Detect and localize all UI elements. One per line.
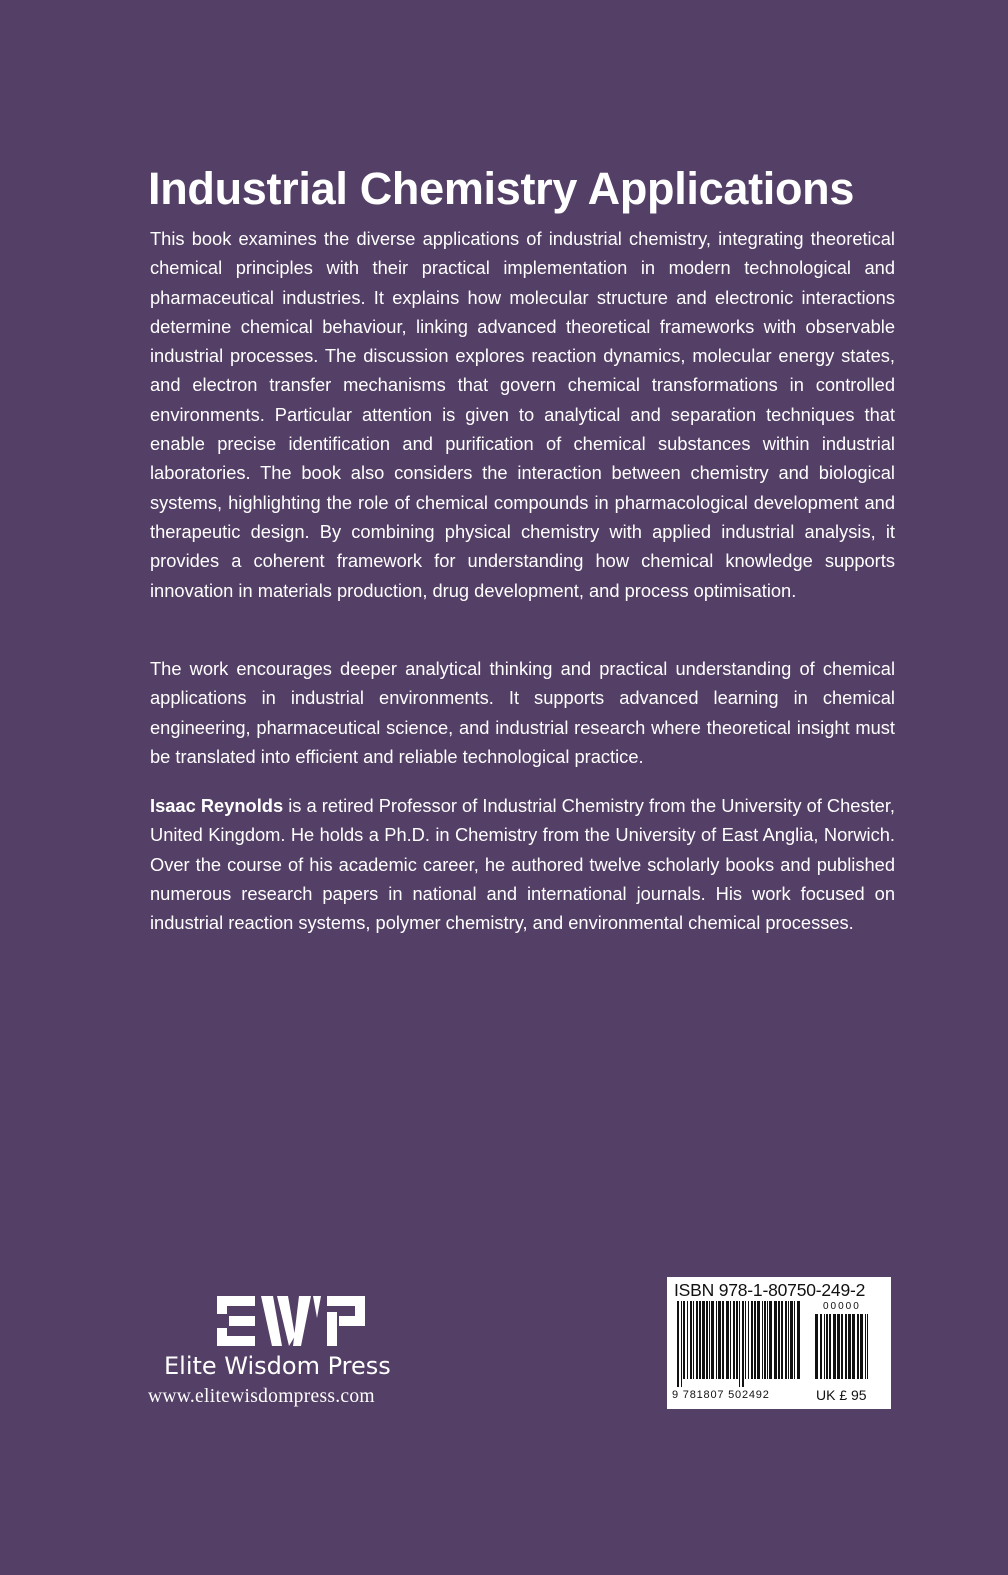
author-bio-text: is a retired Professor of Industrial Chemistry from the University of Chester, United Kingdom. He holds a Ph.D. in Chemistry from the University of East Anglia, Norwich. Over the course of his academic career, he authored twelve scholarly books and published numerous research papers in national and international journals. His work focused on industrial reaction systems, polymer chemistry, and environmental chemical processes.: [150, 795, 895, 934]
isbn-barcode: [667, 1277, 891, 1409]
barcode-bar: [711, 1301, 714, 1379]
barcode-bar: [778, 1301, 780, 1379]
author-bio: [150, 791, 895, 937]
barcode-bar: [769, 1301, 772, 1379]
barcode-bar: [767, 1301, 768, 1379]
barcode-bar: [751, 1301, 753, 1379]
barcode-bar: [762, 1301, 763, 1379]
barcode-bar: [677, 1301, 679, 1387]
barcode-bar: [739, 1301, 740, 1387]
barcode-bar: [736, 1301, 738, 1379]
barcode-bar: [860, 1314, 863, 1379]
book-description: This book examines the diverse applications of industrial chemistry, integrating theoretical chemical principles with their practical implementation in modern technological and pharmaceutical industries. It explains how molecular structure and electronic interactions determine chemical behaviour, linking advanced theoretical frameworks with observable industrial processes. The discussion explores reaction dynamics, molecular energy states, and electron transfer mechanisms that govern chemical transformations in controlled environments. Particular attention is given to analytical and separation techniques that enable precise identification and purification of chemical substances within industrial laboratories. The book also considers the interaction between chemistry and biological systems, highlighting the role of chemical compounds in pharmacological development and therapeutic design. By combining physical chemistry with applied industrial analysis, it provides a coherent framework for understanding how chemical knowledge supports innovation in materials production, drug development, and process optimisation.: [150, 228, 895, 601]
barcode-bar: [848, 1314, 851, 1379]
barcode-bar: [845, 1314, 847, 1379]
barcode-bar: [730, 1301, 731, 1379]
barcode-bar: [841, 1314, 843, 1379]
barcode-bar: [709, 1301, 710, 1379]
publisher-website: www.elitewisdompress.com: [148, 1386, 375, 1407]
barcode-bar: [702, 1301, 705, 1379]
barcode-bar: [718, 1301, 721, 1379]
barcode-bar: [726, 1301, 729, 1379]
barcode-bar: [757, 1301, 760, 1379]
barcode-bar: [754, 1301, 756, 1379]
barcode-bar: [683, 1301, 685, 1379]
barcode-digits: 9 781807 502492: [672, 1389, 770, 1401]
barcode-bar: [867, 1314, 868, 1379]
barcode-bar: [687, 1301, 688, 1379]
barcode-bar: [797, 1301, 800, 1379]
barcode-bar: [815, 1314, 818, 1379]
barcode-bar: [706, 1301, 708, 1379]
barcode-bar: [693, 1301, 694, 1379]
barcode-bar: [790, 1301, 793, 1379]
barcode-bar: [829, 1314, 831, 1379]
barcode-bar: [794, 1301, 795, 1379]
author-name: Isaac Reynolds: [150, 795, 284, 816]
barcode-bar: [852, 1314, 855, 1379]
barcode-bar: [696, 1301, 698, 1379]
barcode-bar: [865, 1314, 866, 1379]
barcode-bar: [681, 1301, 682, 1387]
publisher-name: Elite Wisdom Press: [164, 1352, 391, 1380]
barcode-bar: [716, 1301, 717, 1379]
barcode-bar: [785, 1301, 787, 1379]
book-title: Industrial Chemistry Applications: [148, 163, 855, 214]
barcode-bar: [788, 1301, 789, 1379]
publisher-logo-icon: [217, 1296, 365, 1346]
barcode-bar: [748, 1301, 749, 1379]
barcode-bar: [824, 1314, 825, 1379]
barcode-addon-digits: 00000: [823, 1301, 861, 1312]
book-description-second: The work encourages deeper analytical thinking and practical understanding of chemical applications in industrial environments. It supports advanced learning in chemical engineering, pharmaceutical science, and industrial research where theoretical insight must be translated into efficient and reliable technological practice.: [150, 658, 895, 767]
barcode-bar: [857, 1314, 859, 1379]
isbn-number: ISBN 978-1-80750-249-2: [674, 1280, 866, 1300]
barcode-bar: [742, 1301, 744, 1387]
barcode-bar: [690, 1301, 692, 1379]
barcode-bar: [699, 1301, 701, 1379]
barcode-bar: [733, 1301, 735, 1379]
barcode-bar: [837, 1314, 840, 1379]
barcode-bar: [774, 1301, 777, 1379]
barcode-bar: [722, 1301, 724, 1379]
barcode-bar: [764, 1301, 766, 1379]
price-label: UK £ 95: [816, 1387, 867, 1403]
barcode-bar: [781, 1301, 783, 1379]
barcode-bar: [826, 1314, 828, 1379]
barcode-bar: [833, 1314, 836, 1379]
barcode-bar: [745, 1301, 746, 1379]
barcode-bar: [820, 1314, 822, 1379]
